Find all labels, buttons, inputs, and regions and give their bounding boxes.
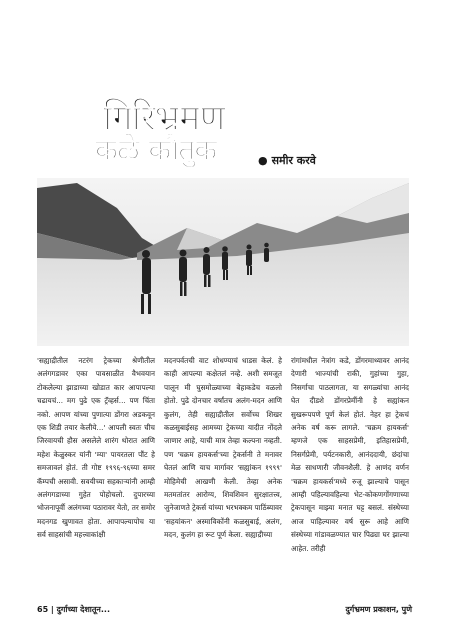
body-paragraph: रांगांमधील नेत्रांग कडे, डोंगरमाथ्यावर आनंद देणारी भाज्यांची राकी, गुहांच्या गुहा, निसर्गाचा पाठलागता, या सगळ्यांचा आनंद घेत दीडशे डोंगरप्रेमींनी हे सह्यांकन सुखरूपपणे पूर्ण केलं होतं. नेहर हा ट्रेकचं अनेक वर्ष करू लागले. 'चक्रम हायकर्स' म्हणजे एक साहसप्रेमी, इतिहासप्रेमी, निसर्गप्रेमी, पर्यटनकारी, आनंददायी, छंदांचा मेळ साधणारी जीवनशैली. हे आणंद वर्णन 'चक्रम हायकर्स'मध्ये रुजू झाल्याचे पासून आम्ही पहिल्यावहिल्या भेट-कोकणगोंगणाच्या ट्रेकपासून माझ्या मनात घट्ट बसलं. संस्थेच्या आज पाहिल्यावर वर्ष सुरू आहे आणि संस्थेच्या गांडावळण्यात चार पिढ्या घर झाल्या आहेत. तरीही bbox=[291, 356, 409, 553]
mountain-trek-illustration bbox=[37, 178, 409, 346]
body-paragraph: मदनपर्वतची वाट शोधण्याचं धाडस केलं. हे काही आपल्या कक्षेतलं नव्हे. अशी समजूत पालून मी घुसमोळ्याच्या बेहाकडेच वळलो होतो. पुढे दोनचार वर्षांतच अलंग-मदन आणि कुलंग, तेही सह्याद्रीतील सर्वोच्च शिखर कळसुबाईसह आमच्या ट्रेकच्या यादीत नोंदले जाणार आहे, याची मात्र तेव्हा कल्पना नव्हती. पण 'चक्रम हायकर्स'च्या ट्रेकर्सनी ते मनावर घेतलं आणि याच मार्गावर 'सह्यांकन १९९९' मोहिमेची आखणी केली. तेव्हा अनेक मतमतांतर आरोग्य, शिवशिवन सुरक्षातत्त्व, जुनेजाणते ट्रेकर्स यांच्या भरभक्कम पाठिंब्यावर 'सहयांकन' अस्माविकोंनी कळसुबाई, अलंग, मदन, कुलंग हा रूट पूर्ण केला. सह्याद्रीच्या bbox=[164, 356, 282, 540]
footer-page-number: 65 | दुर्गाच्या देशातून... bbox=[37, 605, 110, 614]
article-title-line2: कळे कौतुक bbox=[95, 133, 217, 168]
article-title-line1: गिरिभ्रमण bbox=[103, 98, 225, 139]
article-body bbox=[37, 354, 409, 598]
body-column-1 bbox=[37, 354, 155, 542]
body-column-3 bbox=[291, 354, 409, 555]
body-paragraph: 'सह्याद्रीतील नटरंग ट्रेकच्या श्रेणीतील अलंगगडावर एका पावसाळीत वैभवयान टोकलेल्या झाडाच्या खोडात कार आपापल्या चढायचं... मग पुढे एक ट्रॅव्हर्स... पण चिंता नको. आपण यांच्या पुणात्या डोंगरा अडकवून एक शिडी तयार केलीये...' आपली स्वतः चीच जिरवायची हौस असलेले शारंग थोरात आणि महेश केळुस्कर यांनी 'म्या' पायरतला पौंट हे समजावलं होतं. ती गोष्ट १९९६-९६च्या समर कॅम्पची असावी. सवयीच्या सहकाऱ्यांनी आम्ही अलंगगडाच्या गुहेत पोहोचलो. दुपारच्या भोजनापूर्वी अलंगच्या पठारावर येतो, तर समोर मदनगड खुणावत होता. आपापल्यापोच या सर्व साहसांची महत्त्वाकांक्षी bbox=[37, 356, 156, 540]
author-byline bbox=[258, 153, 316, 168]
footer-publisher: दुर्गभ्रमण प्रकाशन, पुणे bbox=[345, 605, 412, 614]
author-name: समीर करवे bbox=[271, 154, 316, 167]
author-bullet-icon: ● bbox=[258, 154, 268, 167]
body-column-2 bbox=[164, 354, 282, 542]
mountain-trek-photo bbox=[37, 178, 409, 346]
